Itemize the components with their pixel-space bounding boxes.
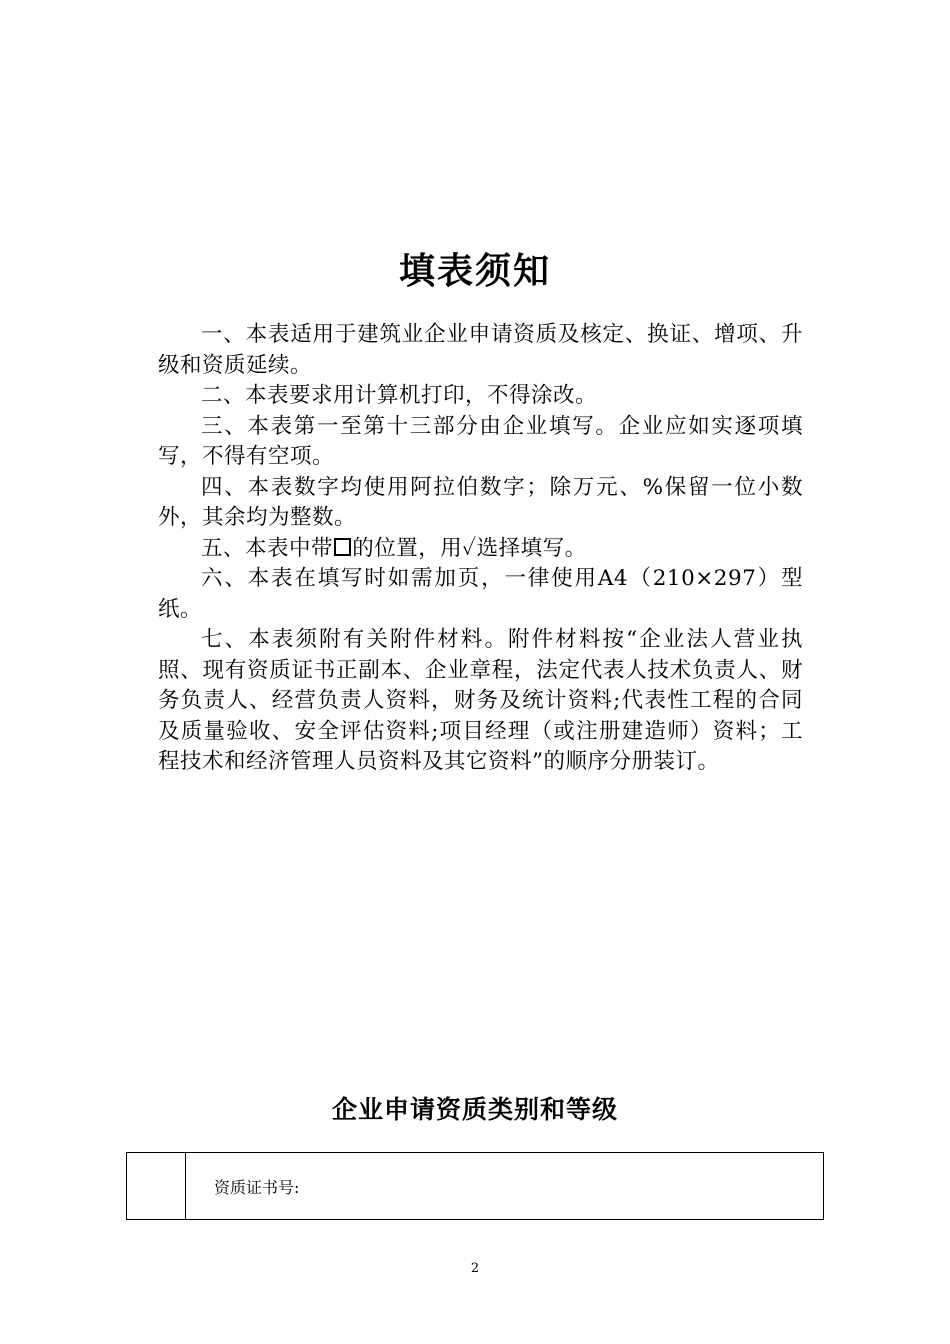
instructions-list	[158, 320, 803, 778]
instruction-item	[158, 534, 803, 565]
certificate-number-cell[interactable]	[186, 1153, 824, 1220]
page-number: 2	[470, 1261, 480, 1276]
page-title: 填表须知	[398, 250, 551, 292]
instruction-text: 五、本表中带	[201, 535, 334, 561]
certificate-number-label: 资质证书号:	[214, 1177, 300, 1197]
instruction-item: 三、本表第一至第十三部分由企业填写。企业应如实逐项填写，不得有空项。	[158, 413, 803, 469]
instruction-item: 二、本表要求用计算机打印，不得涂改。	[201, 383, 598, 408]
instruction-item: 一、本表适用于建筑业企业申请资质及核定、换证、增项、升级和资质延续。	[158, 322, 803, 378]
certificate-table	[126, 1152, 824, 1220]
table-row	[127, 1153, 824, 1220]
instruction-item: 四、本表数字均使用阿拉伯数字；除万元、%保留一位小数外，其余均为整数。	[158, 474, 803, 530]
instruction-item: 六、本表在填写时如需加页，一律使用A4（210×297）型纸。	[158, 566, 803, 622]
checkbox-square-icon	[334, 538, 351, 555]
section-title: 企业申请资质类别和等级	[331, 1095, 618, 1124]
blank-cell	[127, 1153, 186, 1220]
instruction-item: 七、本表须附有关附件材料。附件材料按“企业法人营业执照、现有资质证书正副本、企业章程，法定代表人技术负责人、财务负责人、经营负责人资料，财务及统计资料;代表性工程的合同及质量验收、安全评估资料;项目经理（或注册建造师）资料；工程技术和经济管理人员资料及其它资料”的顺序分册装订。	[158, 627, 803, 774]
instruction-text: 的位置，用✓选择填写。	[352, 535, 587, 561]
